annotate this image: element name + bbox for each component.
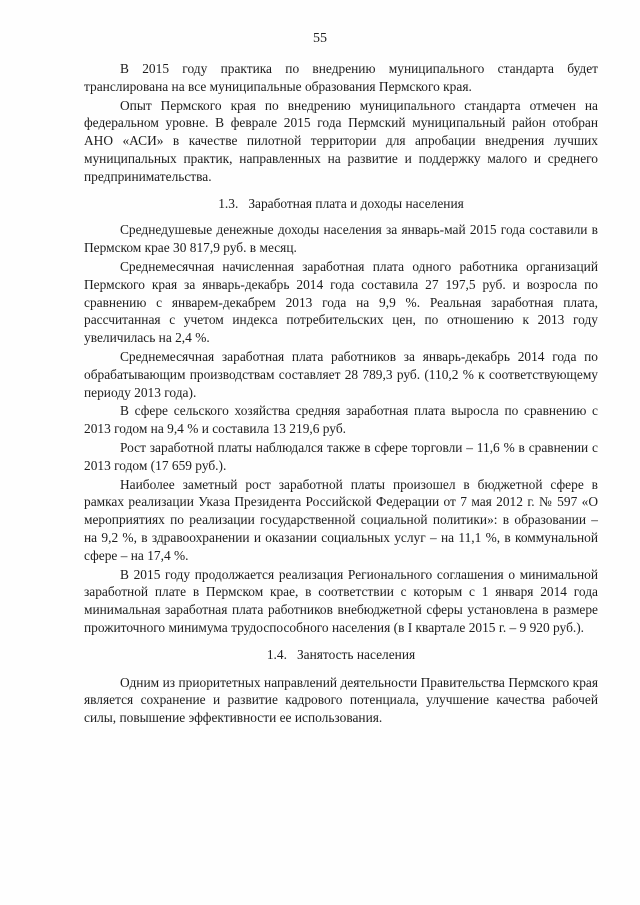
section-title-1-4: Занятость населения [296,646,416,662]
page-number: 55 [313,31,327,46]
page-content [84,60,598,727]
paragraph-manufacturing-wage: Среднемесячная заработная плата работников за январь-декабрь 2014 года по обрабатывающим производствам составляет 28 789,3 руб. (110,2 % к соответствующему периоду 2013 года). [84,348,598,400]
section-heading-1-3 [84,195,598,213]
paragraph-average-wage: Среднемесячная начисленная заработная плата одного работника организаций Пермского края за январь-декабрь 2014 года составила 27 197,5 руб. и возросла по сравнению с январем-декабрем 2013 года на 9,9 %. Реальная заработная плата, рассчитанная с учетом индекса потребительских цен, по отношению к 2013 году увеличилась на 2,4 %. [84,258,598,346]
paragraph-agriculture-wage: В сфере сельского хозяйства средняя заработная плата выросла по сравнению с 2013 годом на 9,4 % и составила 13 219,6 руб. [84,403,598,437]
paragraph-minimum-wage-agreement: В 2015 году продолжается реализация Регионального соглашения о минимальной заработной плате в Пермском крае, в соответствии с которым с 1 января 2014 года минимальная заработная плата работников внебюджетной сферы установлена в размере прожиточного минимума трудоспособного населения (в I квартале 2015 г. – 9 920 руб.). [84,566,598,635]
paragraph-perm-experience: Опыт Пермского края по внедрению муниципального стандарта отмечен на федеральном уровне. В феврале 2015 года Пермский муниципальный район отобран АНО «АСИ» в качестве пилотной территории для апробации внедрения лучших муниципальных практик, направленных на развитие и поддержку малого и среднего предпринимательства. [84,97,598,184]
paragraph-employment-priority: Одним из приоритетных направлений деятельности Правительства Пермского края является сохранение и развитие кадрового потенциала, улучшение качества рабочей силы, повышение эффективности ее использования. [84,674,598,726]
section-heading-1-4 [84,646,598,664]
paragraph-municipal-standard-2015: В 2015 году практика по внедрению муниципального стандарта будет транслирована на все муниципальные образования Пермского края. [84,61,598,94]
paragraph-budget-sector-wage: Наиболее заметный рост заработной платы произошел в бюджетной сфере в рамках реализации Указа Президента Российской Федерации от 7 мая 2012 г. № 597 «О мероприятиях по реализации государственной социальной политики»: в образовании – на 9,2 %, в здравоохранении и оказании социальных услуг – на 11,1 %, в коммунальной сфере – на 17,4 %. [84,476,598,563]
paragraph-per-capita-income: Среднедушевые денежные доходы населения за январь-май 2015 года составили в Пермском крае 30 817,9 руб. в месяц. [84,222,598,256]
section-title-1-3: Заработная плата и доходы населения [248,195,464,211]
section-number-1-4: 1.4. [266,646,287,662]
section-number-1-3: 1.3. [218,195,239,211]
paragraph-trade-wage: Рост заработной платы наблюдался также в сфере торговли – 11,6 % в сравнении с 2013 годом (17 659 руб.). [84,439,598,473]
